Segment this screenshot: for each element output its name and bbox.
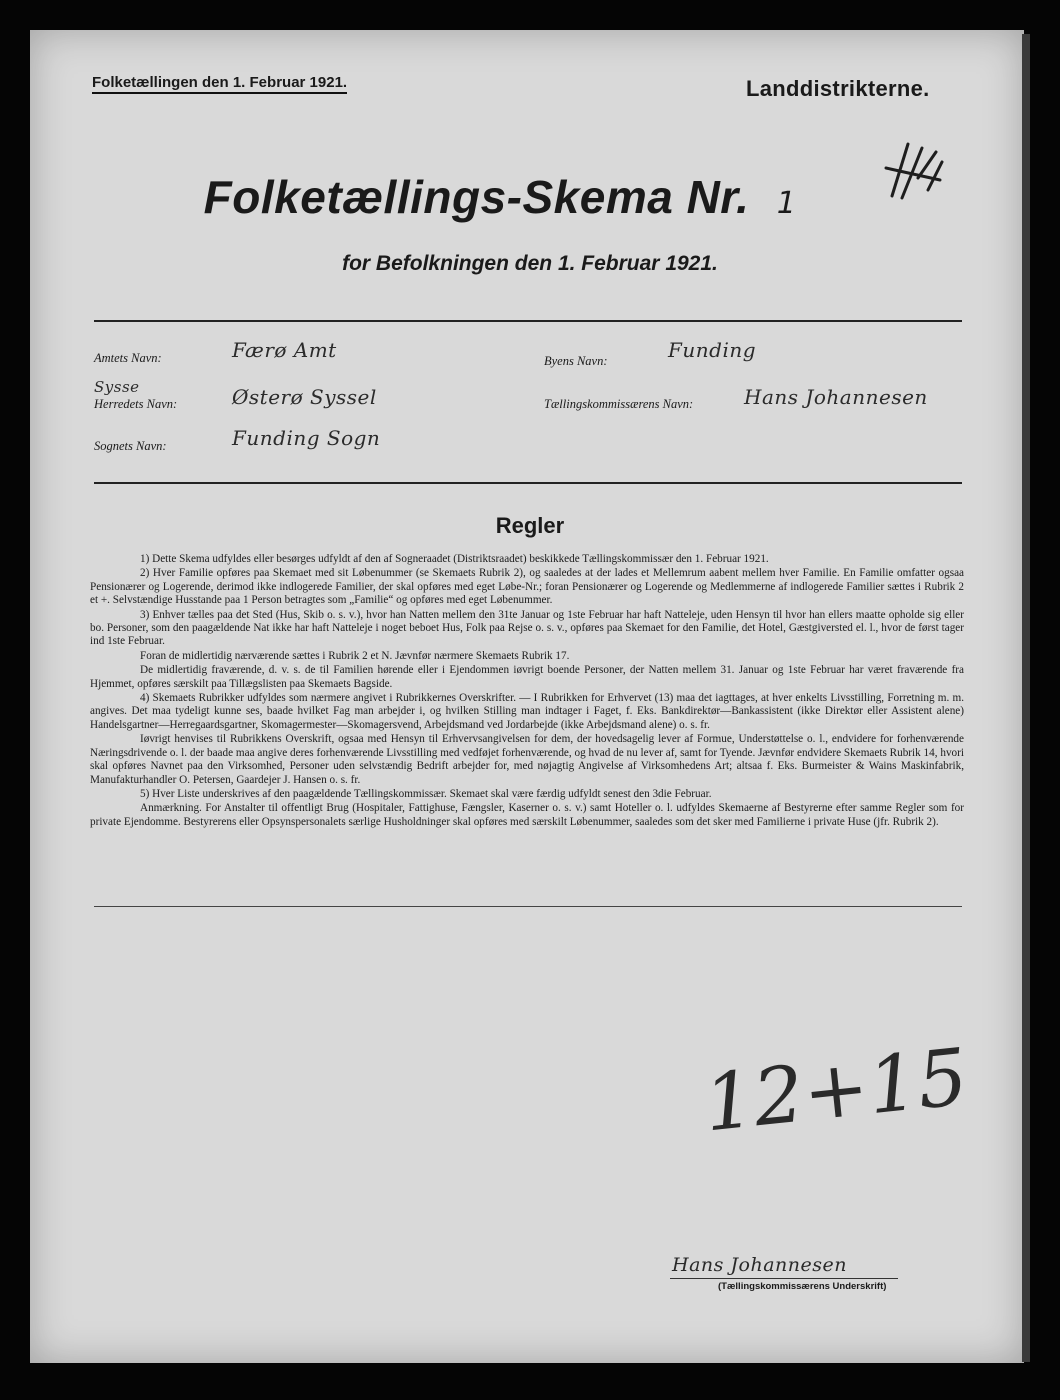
- signature-caption: (Tællingskommissærens Underskrift): [718, 1281, 887, 1292]
- divider-top: [94, 320, 962, 322]
- census-date-header: Folketællingen den 1. Februar 1921.: [92, 74, 347, 94]
- rule-paragraph-2: 2) Hver Familie opføres paa Skemaet med sit Løbenummer (se Skemaets Rubrik 2), og saaledes at der lades et Mellemrum aabent mellem hver Familie. En Familie omfatter ogsaa Pensionærer og Logerende, derimod ikke indlogerede Familier, der skal opføres med eget Løbe-Nr.; foran Pensionærer og Logerende og Medlemmerne af indlogerede Familier sættes i Rubrik 2 et +. Selvstændige Husstande paa 1 Person betragtes som „Familie“ og opføres med eget Løbenummer.: [90, 567, 964, 607]
- herred-annotation: Sysse: [94, 378, 140, 396]
- amt-value: Færø Amt: [232, 338, 337, 362]
- divider-bottom: [94, 906, 962, 907]
- kommissaer-value: Hans Johannesen: [744, 385, 928, 409]
- rule-paragraph-4: 4) Skemaets Rubrikker udfyldes som nærmere angivet i Rubrikkernes Overskrifter. — I Rubrikken for Erhvervet (13) maa det iagttages, at hver enkelts Livsstilling, Forretning m. m. angives. Det maa tydeligt kunne ses, baade hvilket Fag man arbejder i, og hvilken Stilling man indtager i Faget, f. Eks. Bankdirektør—Bankassistent (ikke Direktør eller Assistent alene) Handelsgartner—Herregaardsgartner, Skomagermester—Skomagersvend, Arbejdsmand ved Jordarbejde (ikke Arbejdsmand alene) o. s. fr.: [90, 692, 964, 731]
- rules-text: [90, 553, 964, 830]
- handwritten-count: 12+15: [700, 1032, 972, 1150]
- divider-middle: [94, 482, 962, 484]
- rule-paragraph-4a: Iøvrigt henvises til Rubrikkens Overskrift, ogsaa med Hensyn til Erhvervsangivelsen for dem, der hovedsagelig lever af Formue, Understøttelse o. l., endvidere for forhenværende Næringsdrivende o. l. der baade maa angive deres forhenværende Livsstilling med vedføjet forhenværende, og hvad de nu lever af, samt for Tyende. Jævnfør endvidere Skemaets Rubrik 14, hvori skal opføres Navnet paa den Virksomhed, Personer uden selvstændig Bedrift arbejder for, med nøjagtig Angivelse af Virksomhedens Art; altsaa f. Eks. Burmeister & Wains Maskinfabrik, Manufakturhandler O. Petersen, Gaardejer J. Hansen o. s. fr.: [90, 733, 964, 786]
- district-type-header: Landdistrikterne.: [746, 76, 930, 101]
- form-subtitle: for Befolkningen den 1. Februar 1921.: [342, 252, 718, 275]
- rule-paragraph-3b: De midlertidig fraværende, d. v. s. de til Familien hørende eller i Ejendommen iøvrigt boende Personer, der Natten mellem 31. Januar og 1ste Februar har været fraværende fra Hjemmet, opføres særskilt paa Tillægslisten paa Skemaets Bagside.: [90, 664, 964, 690]
- rule-paragraph-3: 3) Enhver tælles paa det Sted (Hus, Skib o. s. v.), hvor han Natten mellem den 31te Januar og 1ste Februar har haft Natteleje, uden Hensyn til hvor han ellers maatte opholde sig eller bo. Personer, som den paagældende Nat ikke har haft Natteleje i noget beboet Hus, Folk paa Rejse o. s. v., opføres paa Skemaet for den Familie, det Hotel, Gæstgiversted el. l., hvor de først tager ind 1ste Februar.: [90, 608, 964, 648]
- by-label: Byens Navn:: [544, 354, 608, 368]
- amt-label: Amtets Navn:: [94, 351, 162, 365]
- handwritten-mark-icon: [878, 138, 948, 208]
- sogn-label: Sognets Navn:: [94, 439, 167, 453]
- rules-title: Regler: [495, 513, 565, 538]
- by-value: Funding: [668, 338, 757, 362]
- sheet-edge-shadow: [1022, 34, 1030, 1362]
- rule-paragraph-3a: Foran de midlertidig nærværende sættes i Rubrik 2 et N. Jævnfør nærmere Skemaets Rubrik 17.: [140, 649, 570, 662]
- rule-paragraph-5: 5) Hver Liste underskrives af den paagældende Tællingskommissær. Skemaet skal være færdig udfyldt senest den 3die Februar.: [140, 787, 712, 800]
- herred-label: Herredets Navn:: [94, 397, 178, 411]
- form-number-handwritten: 1: [776, 186, 797, 221]
- form-title-text: Folketællings-Skema Nr.: [203, 171, 750, 223]
- herred-value: Østerø Syssel: [232, 385, 377, 409]
- rule-note: Anmærkning. For Anstalter til offentligt Brug (Hospitaler, Fattighuse, Fængsler, Kaserner o. s. v.) samt Hoteller o. l. udfyldes Skemaerne af Bestyrerne efter samme Regler som for private Ejendomme. Bestyrerens eller Opsynspersonalets særlige Husholdninger skal opføres med særskilt Løbenummer, saaledes som det sker med Familierne i private Huse (jfr. Rubrik 2).: [90, 802, 964, 828]
- commissioner-signature: Hans Johannesen: [672, 1254, 847, 1276]
- kommissaer-label: Tællingskommissærens Navn:: [544, 397, 694, 411]
- form-title: [0, 170, 1000, 224]
- rule-paragraph-1: 1) Dette Skema udfyldes eller besørges udfyldt af den af Sogneraadet (Distriktsraadet) beskikkede Tællingskommissær den 1. Februar 1921.: [140, 553, 769, 565]
- sogn-value: Funding Sogn: [232, 426, 381, 450]
- signature-line: [670, 1278, 898, 1279]
